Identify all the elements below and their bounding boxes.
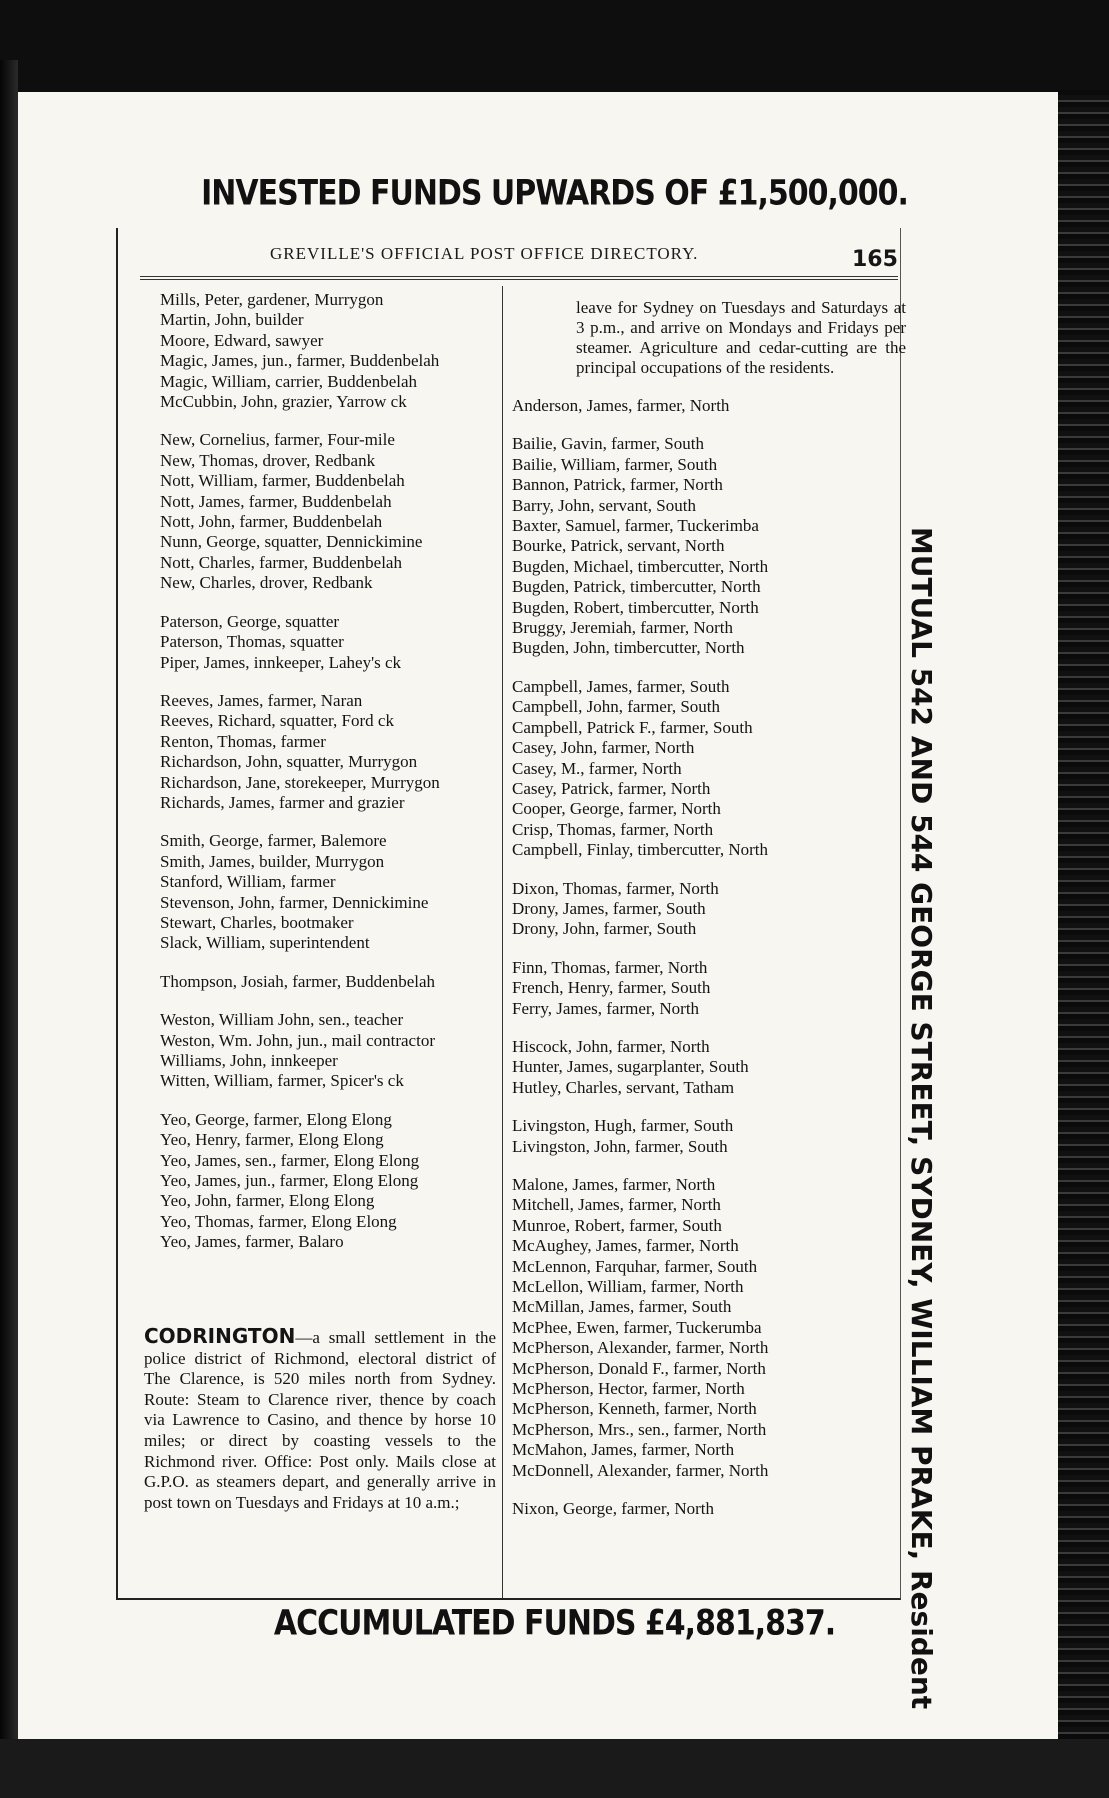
directory-entry: McPherson, Mrs., sen., farmer, North (512, 1419, 767, 1439)
directory-entry: Munroe, Robert, farmer, South (512, 1215, 722, 1235)
directory-entry: Yeo, Henry, farmer, Elong Elong (160, 1130, 384, 1150)
directory-entry: Mills, Peter, gardener, Murrygon (160, 290, 384, 309)
directory-entry: Nixon, George, farmer, North (512, 1499, 714, 1519)
directory-entry: Nunn, George, squatter, Dennickimine (160, 532, 423, 552)
directory-entry: Casey, Patrick, farmer, North (512, 778, 711, 798)
directory-entry: Weston, William John, sen., teacher (160, 1010, 404, 1030)
directory-entry: Hunter, James, sugarplanter, South (512, 1057, 749, 1077)
directory-entry: McAughey, James, farmer, North (512, 1236, 739, 1256)
directory-entry: McLennon, Farquhar, farmer, South (512, 1256, 758, 1276)
directory-entry: McDonnell, Alexander, farmer, North (512, 1460, 769, 1480)
directory-entry: McPherson, Kenneth, farmer, North (512, 1399, 757, 1419)
group-gap (160, 992, 500, 1010)
group-gap (512, 1098, 902, 1116)
directory-entry: Stewart, Charles, bootmaker (160, 912, 354, 932)
directory-entry: Yeo, John, farmer, Elong Elong (160, 1191, 375, 1211)
directory-entry: Nott, Charles, farmer, Buddenbelah (160, 552, 402, 572)
directory-entry: Finn, Thomas, farmer, North (512, 957, 708, 977)
group-gap (512, 659, 902, 677)
directory-entry: Livingston, John, farmer, South (512, 1136, 728, 1156)
directory-entry: Bugden, Patrick, timbercutter, North (512, 577, 761, 597)
group-gap (160, 412, 500, 430)
directory-entry: Witten, William, farmer, Spicer's ck (160, 1071, 404, 1091)
group-gap (512, 378, 902, 396)
scan-right-border (1058, 90, 1109, 1739)
directory-entry: Renton, Thomas, farmer (160, 731, 326, 751)
side-advert-banner: MUTUAL 542 AND 544 GEORGE STREET, SYDNEY, WILLIAM PRAKE, Resident (905, 526, 938, 1710)
directory-entry: Bailie, William, farmer, South (512, 454, 718, 474)
directory-entry: Drony, John, farmer, South (512, 919, 697, 939)
directory-entry: McCubbin, John, grazier, Yarrow ck (160, 392, 407, 412)
directory-entry: Magic, William, carrier, Buddenbelah (160, 371, 418, 391)
directory-entry: New, Cornelius, farmer, Four-mile (160, 430, 395, 450)
bottom-advert-banner: ACCUMULATED FUNDS £4,881,837. (273, 1603, 836, 1644)
left-column-listings (160, 290, 500, 1253)
directory-entry: Campbell, James, farmer, South (512, 676, 730, 696)
top-advert-banner: INVESTED FUNDS UPWARDS OF £1,500,000. (201, 173, 908, 214)
directory-entry: Hiscock, John, farmer, North (512, 1036, 710, 1056)
directory-entry: McMillan, James, farmer, South (512, 1297, 732, 1317)
directory-entry: Moore, Edward, sawyer (160, 330, 324, 350)
directory-entry: Dixon, Thomas, farmer, North (512, 878, 719, 898)
directory-entry: Yeo, James, jun., farmer, Elong Elong (160, 1171, 419, 1191)
directory-entry: Smith, George, farmer, Balemore (160, 831, 387, 851)
directory-entry: Paterson, Thomas, squatter (160, 632, 344, 652)
directory-entry: Yeo, George, farmer, Elong Elong (160, 1109, 392, 1129)
header-rule (140, 276, 898, 277)
directory-entry: McPherson, Hector, farmer, North (512, 1379, 745, 1399)
directory-entry: Malone, James, farmer, North (512, 1175, 716, 1194)
directory-entry: Mitchell, James, farmer, North (512, 1195, 721, 1215)
directory-entry: McPhee, Ewen, farmer, Tuckerumba (512, 1317, 762, 1337)
directory-entry: Thompson, Josiah, farmer, Buddenbelah (160, 971, 436, 991)
directory-entry: Paterson, George, squatter (160, 611, 340, 631)
directory-entry: New, Charles, drover, Redbank (160, 573, 373, 593)
group-gap (512, 416, 902, 434)
right-column-listings (512, 298, 906, 1520)
directory-entry: Barry, John, servant, South (512, 495, 696, 515)
group-gap (160, 954, 500, 972)
directory-entry: Ferry, James, farmer, North (512, 998, 700, 1018)
directory-entry: Drony, James, farmer, South (512, 898, 706, 918)
directory-entry: Nott, William, farmer, Buddenbelah (160, 471, 405, 491)
group-gap (160, 594, 500, 612)
group-gap (512, 1019, 902, 1037)
directory-entry: Casey, M., farmer, North (512, 758, 682, 778)
directory-entry: Yeo, Thomas, farmer, Elong Elong (160, 1211, 397, 1231)
codrington-heading: CODRINGTON (144, 1324, 296, 1348)
directory-entry: Yeo, James, farmer, Balaro (160, 1232, 344, 1252)
directory-entry: Weston, Wm. John, jun., mail contractor (160, 1030, 435, 1050)
directory-entry: Bugden, Robert, timbercutter, North (512, 597, 759, 617)
directory-entry: Richardson, Jane, storekeeper, Murrygon (160, 772, 440, 792)
group-gap (512, 1481, 902, 1499)
directory-entry: Bailie, Gavin, farmer, South (512, 434, 704, 454)
directory-entry: Bruggy, Jeremiah, farmer, North (512, 618, 734, 638)
header-rule-2 (140, 279, 898, 280)
directory-entry: Richardson, John, squatter, Murrygon (160, 752, 418, 772)
directory-entry: Bourke, Patrick, servant, North (512, 536, 725, 556)
group-gap (512, 861, 902, 879)
directory-entry: Stevenson, John, farmer, Dennickimine (160, 892, 429, 912)
codrington-entry (144, 1326, 496, 1513)
scan-top-border (0, 0, 1109, 92)
directory-entry: Livingston, Hugh, farmer, South (512, 1116, 734, 1136)
directory-entry: Baxter, Samuel, farmer, Tuckerimba (512, 516, 759, 536)
directory-entry: Bugden, Michael, timbercutter, North (512, 556, 769, 576)
directory-entry: Crisp, Thomas, farmer, North (512, 819, 714, 839)
directory-entry: Yeo, James, sen., farmer, Elong Elong (160, 1150, 420, 1170)
directory-entry: McPherson, Donald F., farmer, North (512, 1358, 766, 1378)
directory-entry: Richards, James, farmer and grazier (160, 792, 405, 812)
page-header-title: GREVILLE'S OFFICIAL POST OFFICE DIRECTORY. (270, 244, 699, 263)
directory-entry: Anderson, James, farmer, North (512, 396, 730, 415)
page-number: 165 (852, 247, 898, 272)
directory-entry: Campbell, John, farmer, South (512, 697, 721, 717)
directory-entry: New, Thomas, drover, Redbank (160, 450, 376, 470)
directory-entry: Campbell, Patrick F., farmer, South (512, 717, 753, 737)
directory-entry: Slack, William, superintendent (160, 933, 370, 953)
directory-entry: McLellon, William, farmer, North (512, 1277, 744, 1297)
directory-entry: Cooper, George, farmer, North (512, 799, 721, 819)
directory-entry: French, Henry, farmer, South (512, 978, 711, 998)
codrington-mail-text: leave for Sydney on Tuesdays and Saturdays at 3 p.m., and arrive on Mondays and Fridays per steamer. Agriculture and cedar-cutting are the principal occupations of the residents. (576, 298, 906, 377)
right-column-residents (512, 378, 902, 1520)
group-gap (512, 1157, 902, 1175)
directory-entry: McPherson, Alexander, farmer, North (512, 1338, 769, 1358)
directory-entry: Reeves, James, farmer, Naran (160, 690, 363, 710)
directory-entry: Hutley, Charles, servant, Tatham (512, 1077, 735, 1097)
group-gap (160, 673, 500, 691)
directory-entry: Bugden, John, timbercutter, North (512, 638, 745, 658)
group-gap (512, 940, 902, 958)
directory-entry: Williams, John, innkeeper (160, 1051, 338, 1070)
directory-entry: Casey, John, farmer, North (512, 738, 695, 758)
directory-entry: McMahon, James, farmer, North (512, 1440, 735, 1460)
directory-entry: Nott, James, farmer, Buddenbelah (160, 491, 392, 511)
directory-entry: Reeves, Richard, squatter, Ford ck (160, 711, 394, 731)
directory-entry: Martin, John, builder (160, 310, 304, 330)
directory-entry: Smith, James, builder, Murrygon (160, 851, 385, 871)
group-gap (160, 813, 500, 831)
directory-entry: Campbell, Finlay, timbercutter, North (512, 840, 768, 860)
scan-left-border (0, 60, 18, 1739)
directory-entry: Piper, James, innkeeper, Lahey's ck (160, 652, 402, 672)
codrington-text: —a small settlement in the police district of Richmond, electoral district of The Clarence, is 520 miles north from Sydney. Route: Steam to Clarence river, thence by coach via Lawrence to Casino, and thence by horse 10 miles; or direct by coasting vessels to the Richmond river. Office: Post only. Mails close at G.P.O. as steamers depart, and generally arrive in post town on Tuesdays and Fridays at 10 a.m.; (144, 1328, 496, 1512)
directory-entry: Nott, John, farmer, Buddenbelah (160, 512, 383, 532)
directory-entry: Magic, James, jun., farmer, Buddenbelah (160, 351, 440, 371)
directory-entry: Bannon, Patrick, farmer, North (512, 475, 723, 495)
group-gap (160, 1092, 500, 1110)
column-divider (502, 286, 503, 1598)
directory-entry: Stanford, William, farmer (160, 872, 336, 892)
